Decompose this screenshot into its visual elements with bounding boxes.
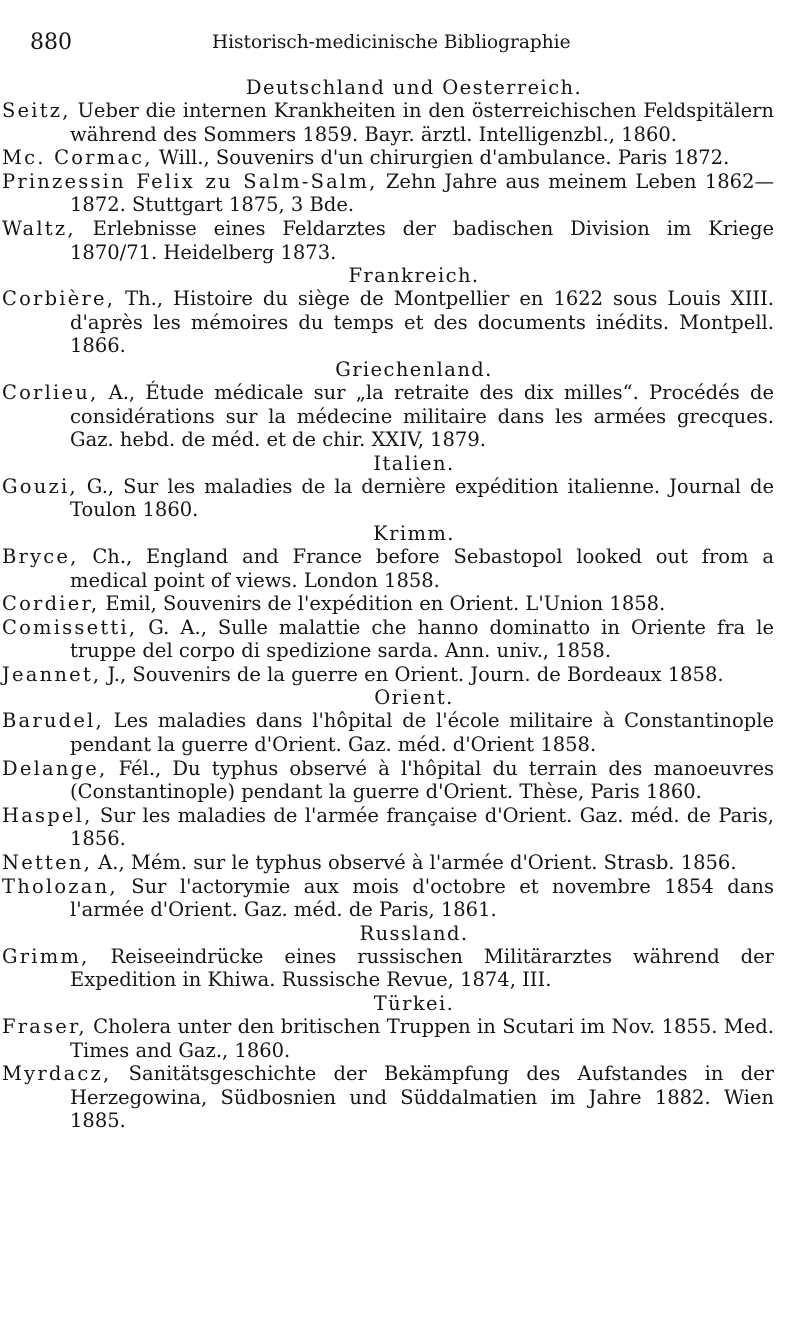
page-number: 880 [30, 30, 72, 55]
bibliography-entry [0, 381, 800, 452]
bibliography-entry [0, 945, 800, 992]
section-heading: Italien. [373, 451, 455, 475]
entry-author: Bryce, [2, 544, 79, 568]
bibliography-body [0, 76, 800, 1133]
bibliography-entry [0, 287, 800, 358]
entry-text: Sanitätsgeschichte der Bekämpfung des Aufstandes in der Herzegowina, Südbosnien und Süddalmatien im Jahre 1882. Wien 1885. [70, 1062, 774, 1133]
bibliography-entry [0, 757, 800, 804]
bibliography-entry [0, 616, 800, 663]
page-header [0, 30, 800, 62]
entry-text: Cholera unter den britischen Truppen in Scutari im Nov. 1855. Med. Times and Gaz., 1860. [70, 1015, 774, 1062]
section-heading: Krimm. [373, 521, 455, 545]
entry-text: A., Étude médicale sur „la retraite des dix milles“. Procédés de considérations sur la médecine militaire dans les armées grecques. Gaz. hebd. de méd. et de chir. XXIV, 1879. [70, 380, 774, 452]
entry-author: Waltz, [2, 216, 76, 240]
bibliography-entry [0, 99, 800, 146]
entry-text: Ch., England and France before Sebastopol looked out from a medical point of views. London 1858. [70, 544, 774, 592]
entry-author: Delange, [2, 756, 108, 780]
bibliography-entry [0, 545, 800, 592]
entry-author: Prinzessin Felix zu Salm-Salm, [2, 169, 378, 193]
entry-author: Tholozan, [2, 874, 118, 898]
entry-text: Will., Souvenirs d'un chirurgien d'ambulance. Paris 1872. [152, 146, 730, 170]
entry-author: Jeannet, [2, 662, 102, 686]
entry-author: Fraser, [2, 1015, 87, 1038]
entry-text: Les maladies dans l'hôpital de l'école militaire à Constantinople pendant la guerre d'Orient. Gaz. méd. d'Orient 1858. [70, 709, 774, 757]
entry-author: Comissetti, [2, 615, 138, 639]
section-heading: Deutschland und Oesterreich. [245, 76, 583, 99]
entry-text: G. A., Sulle malattie che hanno dominatto in Oriente fra le truppe del corpo di spedizione sarda. Ann. univ., 1858. [70, 615, 774, 663]
section-heading: Griechenland. [335, 357, 493, 381]
entry-author: Cordier, [2, 592, 100, 616]
entry-text: Th., Histoire du siège de Montpellier en 1622 sous Louis XIII. d'après les mémoires du temps et des documents inédits. Montpell. 1866. [70, 287, 774, 358]
bibliography-entry [0, 146, 800, 170]
entry-author: Myrdacz, [2, 1062, 112, 1086]
entry-text: Erlebnisse eines Feldarztes der badischen Division im Kriege 1870/71. Heidelberg 1873. [70, 216, 774, 264]
bibliography-entry [0, 170, 800, 217]
entry-text: Reiseeindrücke eines russischen Militärarztes während der Expedition in Khiwa. Russische Revue, 1874, III. [70, 944, 774, 992]
entry-text: Fél., Du typhus observé à l'hôpital du terrain des manoeuvres (Constantinople) pendant la guerre d'Orient. Thèse, Paris 1860. [70, 756, 774, 804]
entry-author: Gouzi, [2, 474, 78, 498]
entry-text: Sur l'actorymie aux mois d'octobre et novembre 1854 dans l'armée d'Orient. Gaz. méd. de Paris, 1861. [70, 874, 774, 922]
bibliography-entry [0, 663, 800, 687]
bibliography-entry [0, 804, 800, 851]
bibliography-entry [0, 709, 800, 756]
section-heading: Frankreich. [348, 264, 480, 288]
entry-text: Emil, Souvenirs de l'expédition en Orient. L'Union 1858. [99, 592, 666, 616]
bibliography-entry [0, 1015, 800, 1062]
entry-author: Mc. Cormac, [2, 146, 153, 170]
entry-text: Ueber die internen Krankheiten in den österreichischen Feldspitälern während des Sommers 1859. Bayr. ärztl. Intelligenzbl., 1860. [70, 99, 774, 146]
section-heading: Türkei. [373, 992, 455, 1015]
entry-author: Haspel, [2, 803, 93, 827]
entry-author: Seitz, [2, 99, 71, 122]
section-heading: Orient. [374, 686, 454, 710]
entry-text: Zehn Jahre aus meinem Leben 1862—1872. Stuttgart 1875, 3 Bde. [70, 169, 774, 217]
entry-text: A., Mém. sur le typhus observé à l'armée d'Orient. Strasb. 1856. [91, 851, 737, 875]
bibliography-entry [0, 475, 800, 522]
bibliography-entry [0, 592, 800, 616]
bibliography-entry [0, 217, 800, 264]
section-heading: Russland. [359, 921, 469, 945]
bibliography-entry [0, 851, 800, 875]
entry-author: Corlieu, [2, 380, 99, 404]
entry-text: G., Sur les maladies de la dernière expédition italienne. Journal de Toulon 1860. [70, 474, 774, 522]
entry-text: Sur les maladies de l'armée française d'Orient. Gaz. méd. de Paris, 1856. [70, 803, 774, 851]
entry-author: Netten, [2, 851, 92, 875]
running-head: Historisch-medicinische Bibliographie [212, 32, 571, 53]
bibliography-entry [0, 1062, 800, 1133]
entry-author: Barudel, [2, 709, 104, 733]
entry-author: Corbière, [2, 287, 116, 311]
entry-text: J., Souvenirs de la guerre en Orient. Journ. de Bordeaux 1858. [101, 662, 724, 686]
bibliography-entry [0, 875, 800, 922]
entry-author: Grimm, [2, 944, 90, 968]
